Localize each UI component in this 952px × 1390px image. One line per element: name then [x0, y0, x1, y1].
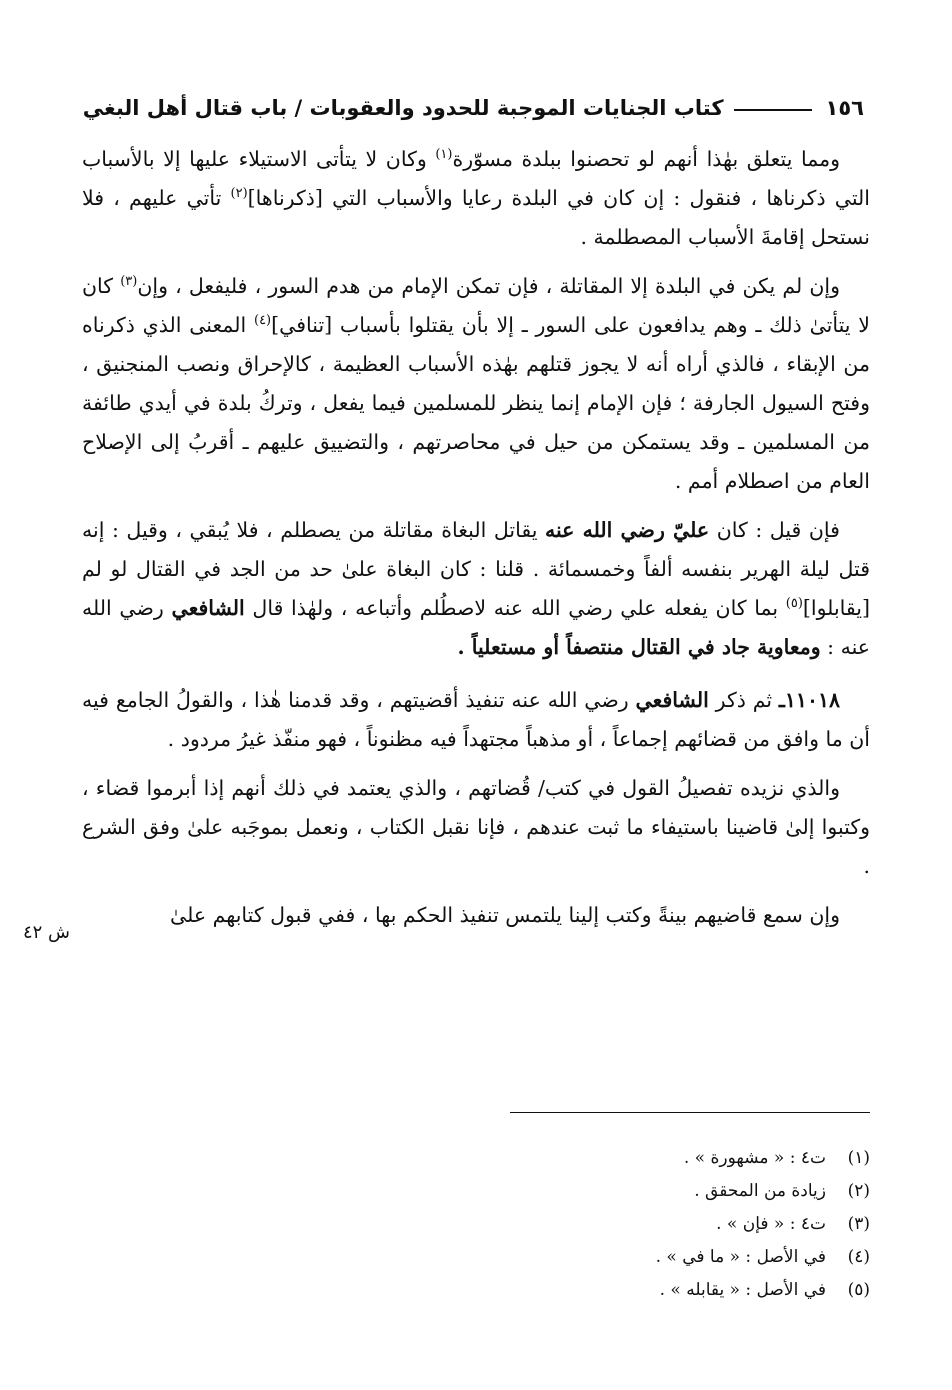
text-run: والذي نزيده تفصيلُ القول في كتب/ قُضاتهم ، والذي يعتمد في ذلك أنهم إذا أبرموا قضاء ، وكتبوا إلىٰ قاضينا باستيفاء ما ثبت عندهم ، فإنا نقبل الكتاب ، ونعمل بموجَبه علىٰ وفق الشرع . [82, 776, 870, 878]
bold-text: ١١٠١٨ـ [778, 688, 840, 712]
text-run: المعنى الذي ذكرناه من الإبقاء ، فالذي أراه أنه لا يجوز قتلهم بهٰذه الأسباب العظيمة ، كالإحراق ونصب المنجنيق ، وفتح السيول الجارفة ؛ فإن الإمام إنما ينظر للمسلمين فيما يفعل ، وتركُ بلدة في أيدي طائفة من المسلمين ـ وقد يستمكن من حيل في محاصرتهم ، والتضييق عليهم ـ أقربُ إلى الإصلاح العام من اصطلام أمم . [82, 313, 870, 493]
text-run: ثم ذكر [708, 688, 779, 712]
text-run: ومما يتعلق بهٰذا أنهم لو تحصنوا ببلدة مسوّرة [452, 147, 840, 171]
footnote-text: زيادة من المحقق . [694, 1181, 826, 1201]
text-run: وكان لا يتأتى الاستيلاء عليها إلا بالأسباب التي ذكرناها ، فنقول : إن كان في البلدة رعايا والأسباب التي [ذكرناها] [82, 147, 870, 210]
main-text [82, 140, 870, 945]
footnote-text: ت٤ : « مشهورة » . [683, 1148, 826, 1168]
bold-text: الشافعي [635, 688, 709, 712]
footnote-item [300, 1274, 870, 1307]
paragraph [82, 511, 870, 667]
footnotes-list [300, 1142, 870, 1307]
footnote-item [300, 1142, 870, 1175]
footnote-number: (٣) [847, 1214, 870, 1234]
text-run: وإن لم يكن في البلدة إلا المقاتلة ، فإن تمكن الإمام من هدم السور ، فليفعل ، وإن [137, 274, 840, 298]
page-number: ١٥٦ [825, 96, 864, 120]
running-header [82, 88, 864, 128]
footnote-marker: (٢) [230, 186, 248, 202]
paragraph [82, 769, 870, 886]
footnote-item [300, 1175, 870, 1208]
paragraph [82, 896, 870, 935]
footnote-number: (٤) [847, 1247, 870, 1267]
bold-text: ومعاوية جاد في القتال منتصفاً أو مستعلياً . [457, 635, 821, 659]
footnote-text: في الأصل : « يقابله » . [659, 1280, 826, 1300]
text-run: كان لا يتأتىٰ ذلك ـ وهم يدافعون على السور ـ إلا بأن يقتلوا بأسباب [تنافي] [82, 274, 870, 337]
text-run: بما كان يفعله علي رضي الله عنه لاصطُلم وأتباعه ، ولهٰذا قال [244, 596, 786, 620]
footnote-text: ت٤ : « فإن » . [716, 1214, 826, 1234]
footnote-item [300, 1208, 870, 1241]
text-run: وإن سمع قاضيهم بينةً وكتب إلينا يلتمس تنفيذ الحكم بها ، ففي قبول كتابهم علىٰ [169, 903, 840, 927]
footnote-marker: (٤) [253, 313, 272, 329]
footnote-number: (١) [847, 1148, 870, 1168]
footnote-marker: (١) [435, 147, 453, 163]
paragraph [82, 681, 870, 759]
bold-text: الشافعي [171, 596, 245, 620]
footnote-text: في الأصل : « ما في » . [655, 1247, 826, 1267]
bold-text: عليّ رضي الله عنه [544, 518, 710, 542]
text-run: تأتي عليهم ، فلا نستحل إقامةَ الأسباب المصطلمة . [82, 186, 870, 249]
text-run: رضي الله عنه : [82, 596, 870, 659]
text-run: فإن قيل : كان [709, 518, 840, 542]
footnote-number: (٢) [847, 1181, 870, 1201]
text-run: رضي الله عنه تنفيذ أقضيتهم ، وقد قدمنا هٰذا ، والقولُ الجامع فيه أن ما وافق من قضائهم إجماعاً ، أو مذهباً مجتهداً فيه مظنوناً ، فهو منفّذ غيرُ مردود . [82, 688, 870, 751]
footnote-number: (٥) [847, 1280, 870, 1300]
footnote-separator [510, 1112, 870, 1113]
margin-note: ش ٤٢ [22, 922, 70, 943]
footnote-marker: (٣) [120, 274, 138, 290]
footnote-marker: (٥) [785, 596, 803, 612]
header-rule [734, 109, 812, 111]
paragraph [82, 267, 870, 501]
footnote-item [300, 1241, 870, 1274]
paragraph [82, 140, 870, 257]
header-title: كتاب الجنايات الموجبة للحدود والعقوبات / باب قتال أهل البغي [82, 96, 724, 120]
text-run: يقاتل البغاة مقاتلة من يصطلم ، فلا يُبقي ، وقيل : إنه قتل ليلة الهرير بنفسه ألفاً وخمسمائة . قلنا : كان البغاة علىٰ حد من الجد في القتال لو لم [يقابلوا] [82, 518, 870, 620]
